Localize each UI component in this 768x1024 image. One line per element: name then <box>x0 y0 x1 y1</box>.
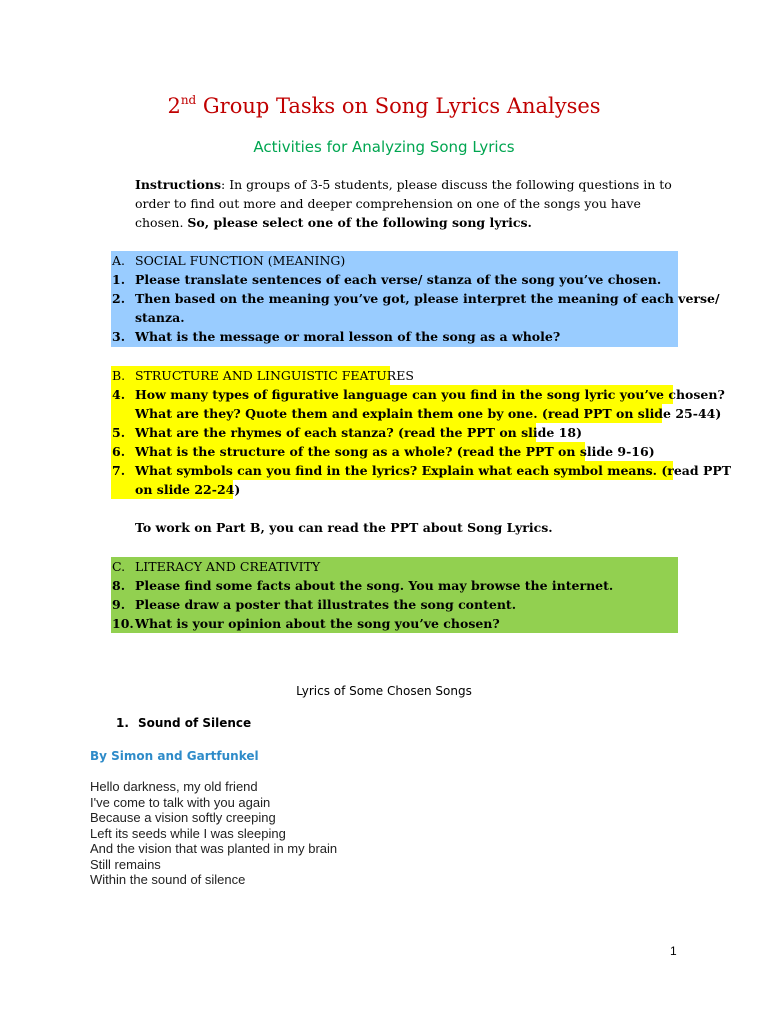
title-prefix: 2 <box>167 94 181 118</box>
section-c-heading-text: LITERACY AND CREATIVITY <box>135 559 321 574</box>
section-a-heading-num: A. <box>112 253 126 268</box>
question-8-text: Please find some facts about the song. You may browse the internet. <box>135 578 614 593</box>
question-9-num: 9. <box>112 597 126 612</box>
question-2-num: 2. <box>112 291 126 306</box>
lyric-line: And the vision that was planted in my brain <box>90 841 338 856</box>
question-2-text-line-2: stanza. <box>135 310 185 325</box>
question-10-num: 10. <box>112 616 134 631</box>
question-10-text: What is your opinion about the song you’ve chosen? <box>135 616 500 631</box>
lyric-line: Hello darkness, my old friend <box>90 779 258 794</box>
section-c-heading-num: C. <box>112 559 126 574</box>
question-8-num: 8. <box>112 578 126 593</box>
instructions-label: Instructions <box>135 177 222 192</box>
question-6-text: What is the structure of the song as a whole? (read the PPT on slide 9-16) <box>135 444 655 459</box>
question-5-text: What are the rhymes of each stanza? (read the PPT on slide 18) <box>135 425 582 440</box>
section-b-heading-num: B. <box>112 368 126 383</box>
question-7-num: 7. <box>112 463 126 478</box>
instructions-paragraph <box>135 175 675 232</box>
song-lyrics <box>90 779 337 888</box>
question-4-text-line-1: How many types of figurative language can you find in the song lyric you’ve chosen? <box>135 387 725 402</box>
lyrics-section-title: Lyrics of Some Chosen Songs <box>296 684 472 698</box>
song-number: 1. <box>116 716 129 730</box>
part-b-note-text: To work on Part B, you can read the PPT about Song Lyrics. <box>135 520 553 535</box>
lyric-line: Because a vision softly creeping <box>90 810 276 825</box>
lyric-line: Left its seeds while I was sleeping <box>90 825 286 841</box>
question-1-text: Please translate sentences of each verse/ stanza of the song you’ve chosen. <box>135 272 662 287</box>
question-5-num: 5. <box>112 425 126 440</box>
question-6-num: 6. <box>112 444 126 459</box>
section-b-heading-text: STRUCTURE AND LINGUISTIC FEATURES <box>135 368 414 383</box>
title-rest: Group Tasks on Song Lyrics Analyses <box>196 94 601 118</box>
lyric-line: I've come to talk with you again <box>90 794 271 810</box>
question-2-text-line-1: Then based on the meaning you’ve got, please interpret the meaning of each verse/ <box>135 291 720 306</box>
question-7-text-line-2: on slide 22-24) <box>135 482 241 497</box>
question-1-num: 1. <box>112 272 126 287</box>
title-superscript: nd <box>180 93 197 107</box>
document-title <box>0 92 768 120</box>
question-3-num: 3. <box>112 329 126 344</box>
lyric-line: Still remains <box>90 856 161 872</box>
song-title: Sound of Silence <box>138 716 252 730</box>
question-4-text-line-2: What are they? Quote them and explain them one by one. (read PPT on slide 25-44) <box>135 406 722 421</box>
question-7-text-line-1: What symbols can you find in the lyrics? Explain what each symbol means. (read PPT <box>135 463 732 478</box>
lyric-line: Within the sound of silence <box>90 872 246 887</box>
section-a-heading-text: SOCIAL FUNCTION (MEANING) <box>135 253 346 268</box>
question-4-num: 4. <box>112 387 126 402</box>
instructions-body: : In groups of 3-5 students, please discuss the following questions in to order to find out more and deeper comprehension on one of the songs you have chosen. <box>135 177 672 230</box>
document-subtitle: Activities for Analyzing Song Lyrics <box>253 138 515 156</box>
question-9-text: Please draw a poster that illustrates the song content. <box>135 597 517 612</box>
song-byline: By Simon and Gartfunkel <box>90 749 259 763</box>
instructions-bold-tail: So, please select one of the following song lyrics. <box>187 215 532 230</box>
question-3-text: What is the message or moral lesson of the song as a whole? <box>135 329 561 344</box>
page-number: 1 <box>670 944 677 958</box>
